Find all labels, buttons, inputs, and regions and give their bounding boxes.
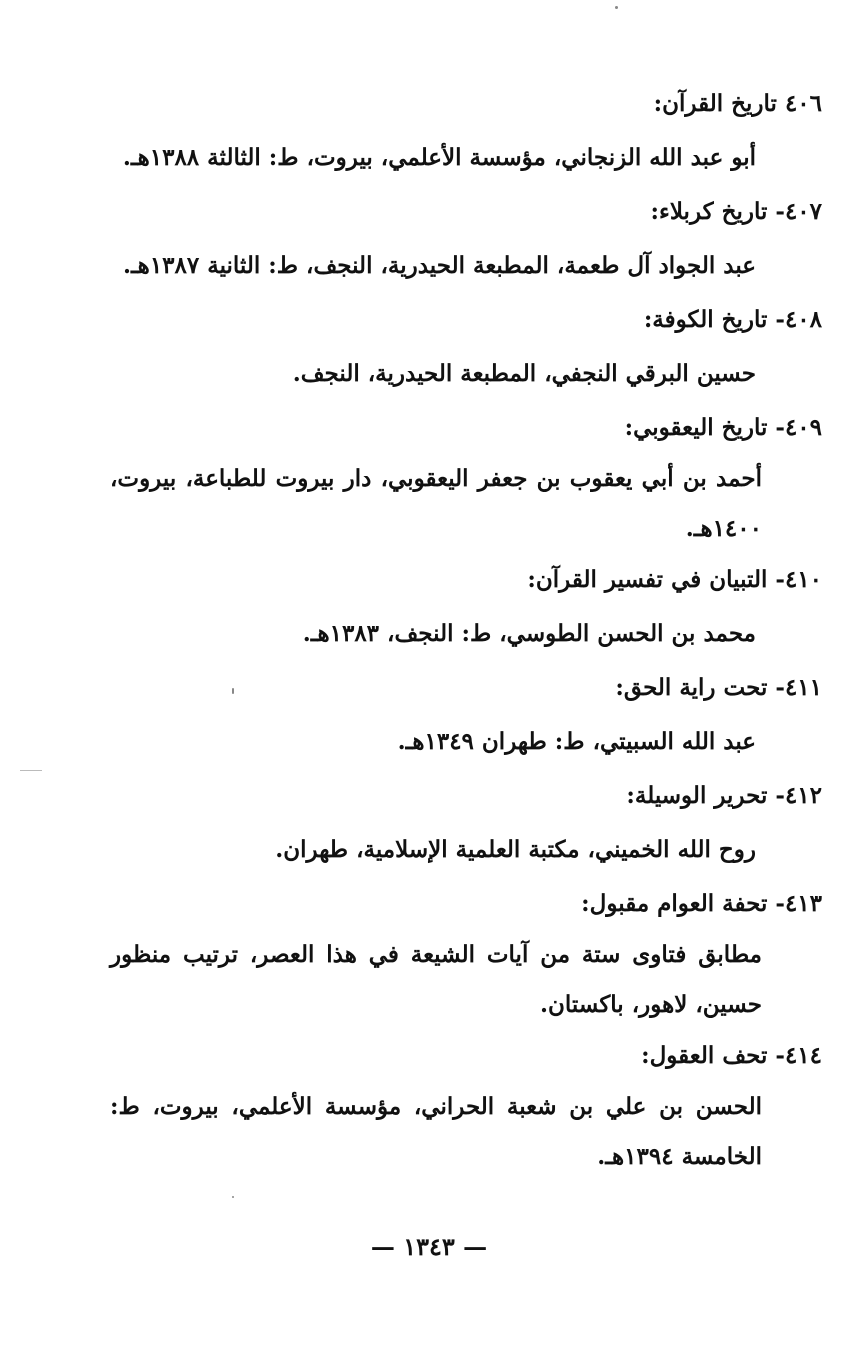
bibliography-entry	[110, 294, 822, 402]
entry-title: ٤١٢- تحرير الوسيلة:	[626, 782, 822, 809]
ink-speck	[615, 6, 618, 9]
entry-title: ٤٠٨- تاريخ الكوفة:	[643, 306, 822, 333]
entry-details: مطابق فتاوى ستة من آيات الشيعة في هذا العصر، ترتيب منظور حسين، لاهور، باكستان.	[110, 941, 762, 1018]
entry-details: حسين البرقي النجفي، المطبعة الحيدرية، النجف.	[292, 360, 756, 387]
ink-speck	[20, 770, 42, 771]
bibliography-entry	[110, 878, 822, 1030]
entry-title: ٤١١- تحت راية الحق:	[615, 674, 822, 701]
bibliography-entry	[110, 662, 822, 770]
entry-title: ٤١٣- تحفة العوام مقبول:	[581, 890, 822, 917]
entry-details: عبد الجواد آل طعمة، المطبعة الحيدرية، النجف، ط: الثانية ١٣٨٧هـ.	[122, 252, 756, 279]
ink-speck	[232, 1196, 234, 1198]
entry-title: ٤٠٦ تاريخ القرآن:	[653, 90, 822, 117]
entry-details: الحسن بن علي بن شعبة الحراني، مؤسسة الأعلمي، بيروت، ط: الخامسة ١٣٩٤هـ.	[110, 1093, 762, 1170]
entry-details: محمد بن الحسن الطوسي، ط: النجف، ١٣٨٣هـ.	[302, 620, 756, 647]
entry-details: أبو عبد الله الزنجاني، مؤسسة الأعلمي، بيروت، ط: الثالثة ١٣٨٨هـ.	[122, 144, 756, 171]
bibliography-entry	[110, 554, 822, 662]
entry-title: ٤٠٩- تاريخ اليعقوبي:	[624, 414, 822, 441]
bibliography-entry	[110, 78, 822, 186]
bibliography-entry	[110, 1030, 822, 1182]
entry-title: ٤١٤- تحف العقول:	[641, 1042, 822, 1069]
bibliography-list	[110, 78, 822, 1182]
page-number: — ١٣٤٣ —	[370, 1232, 488, 1261]
bibliography-entry	[110, 770, 822, 878]
bibliography-entry	[110, 402, 822, 554]
entry-title: ٤٠٧- تاريخ كربلاء:	[650, 198, 822, 225]
bibliography-entry	[110, 186, 822, 294]
entry-title: ٤١٠- التبيان في تفسير القرآن:	[527, 566, 822, 593]
entry-details: أحمد بن أبي يعقوب بن جعفر اليعقوبي، دار بيروت للطباعة، بيروت، ١٤٠٠هـ.	[110, 465, 762, 542]
entry-details: روح الله الخميني، مكتبة العلمية الإسلامية، طهران.	[275, 836, 756, 863]
entry-details: عبد الله السبيتي، ط: طهران ١٣٤٩هـ.	[397, 728, 756, 755]
